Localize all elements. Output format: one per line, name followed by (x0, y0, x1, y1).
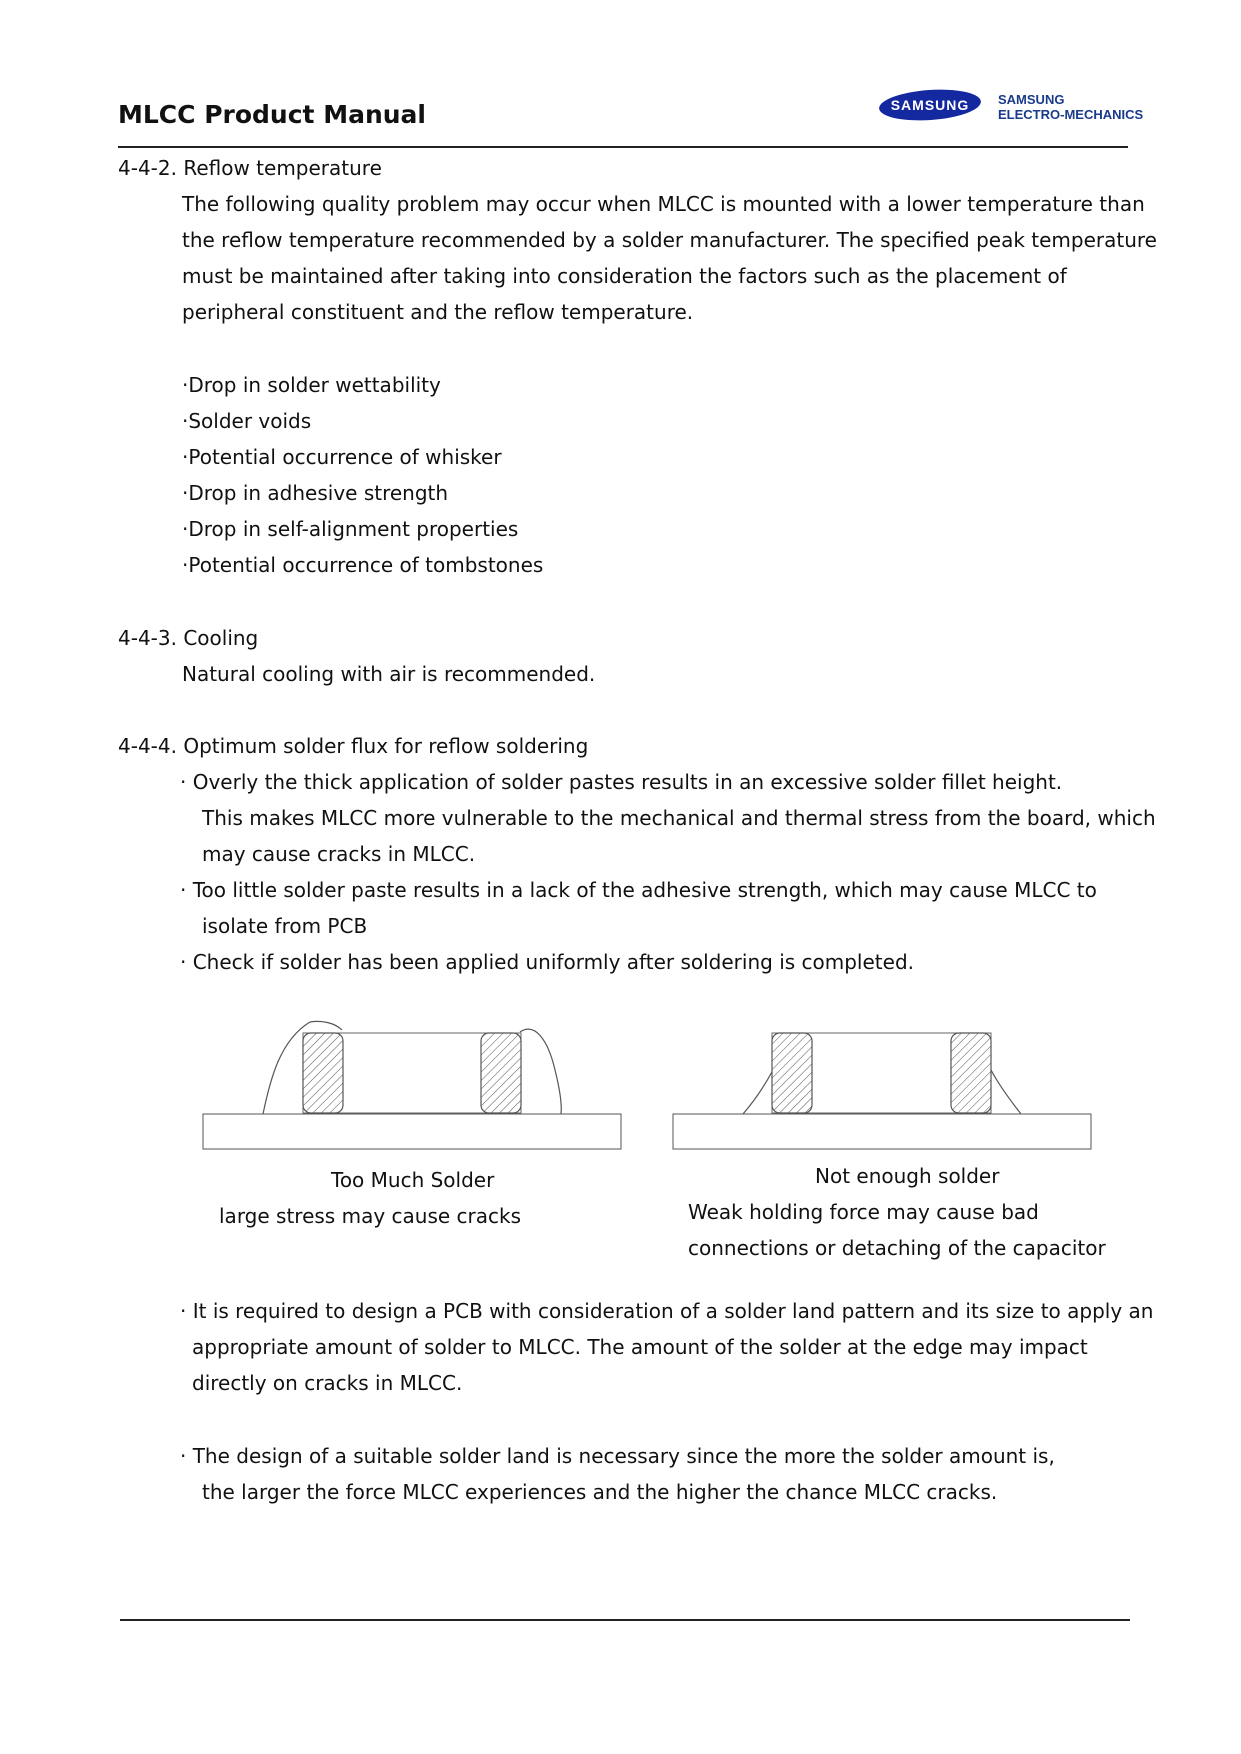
solder-fillet-left-b (520, 1029, 561, 1114)
pcb-board-left (203, 1114, 621, 1149)
bullet-item: ·Drop in solder wettability (182, 373, 441, 397)
not-enough-solder-diagram (673, 1033, 1091, 1149)
terminal-right-a (772, 1033, 812, 1113)
design-note-line: the larger the force MLCC experiences and the higher the chance MLCC cracks. (202, 1480, 998, 1504)
bullet-item: ·Drop in self-alignment properties (182, 517, 519, 541)
section-443-heading: 4-4-3. Cooling (118, 626, 259, 650)
figure-caption-right-desc-1: Weak holding force may cause bad (688, 1200, 1039, 1224)
design-note-line: · It is required to design a PCB with consideration of a solder land pattern and its size to apply an (180, 1299, 1154, 1323)
figure-caption-right-desc-2: connections or detaching of the capacitor (688, 1236, 1106, 1260)
section-444-line: · Overly the thick application of solder pastes results in an excessive solder fillet height. (180, 770, 1063, 794)
solder-fillet-right-b (991, 1070, 1021, 1114)
solder-fillet-right-a (743, 1070, 773, 1114)
pcb-board-right (673, 1114, 1091, 1149)
section-442-heading: 4-4-2. Reflow temperature (118, 156, 382, 180)
section-444-line: · Too little solder paste results in a lack of the adhesive strength, which may cause MLCC to (180, 878, 1097, 902)
brand-line-1: SAMSUNG (998, 92, 1065, 107)
section-444-line: may cause cracks in MLCC. (202, 842, 476, 866)
bullet-item: ·Solder voids (182, 409, 312, 433)
section-442-para-line: peripheral constituent and the reflow temperature. (182, 300, 694, 324)
figure-caption-left-desc: large stress may cause cracks (219, 1204, 522, 1228)
bullet-item: ·Drop in adhesive strength (182, 481, 449, 505)
terminal-right-b (951, 1033, 991, 1113)
page-title: MLCC Product Manual (118, 100, 426, 129)
section-444-line: isolate from PCB (202, 914, 368, 938)
design-note-line: directly on cracks in MLCC. (192, 1371, 463, 1395)
section-442-para-line: the reflow temperature recommended by a solder manufacturer. The specified peak temperature (182, 228, 1157, 252)
design-note-line: · The design of a suitable solder land is necessary since the more the solder amount is, (180, 1444, 1055, 1468)
section-443-text: Natural cooling with air is recommended. (182, 662, 596, 686)
section-444-line: · Check if solder has been applied uniformly after soldering is completed. (180, 950, 914, 974)
figure-caption-left-title: Too Much Solder (331, 1168, 495, 1192)
bullet-item: ·Potential occurrence of whisker (182, 445, 502, 469)
bullet-item: ·Potential occurrence of tombstones (182, 553, 544, 577)
logo-oval-text: SAMSUNG (890, 97, 970, 113)
footer-divider (120, 1619, 1130, 1621)
design-note-line: appropriate amount of solder to MLCC. The amount of the solder at the edge may impact (192, 1335, 1088, 1359)
section-444-heading: 4-4-4. Optimum solder flux for reflow soldering (118, 734, 589, 758)
section-442-para-line: must be maintained after taking into consideration the factors such as the placement of (182, 264, 1067, 288)
brand-line-2: ELECTRO-MECHANICS (998, 107, 1144, 122)
terminal-left-b (481, 1033, 521, 1113)
figure-caption-right-title: Not enough solder (815, 1164, 1000, 1188)
section-442-para-line: The following quality problem may occur when MLCC is mounted with a lower temperature than (182, 192, 1145, 216)
terminal-left-a (303, 1033, 343, 1113)
too-much-solder-diagram (203, 1021, 621, 1149)
section-444-line: This makes MLCC more vulnerable to the mechanical and thermal stress from the board, which (202, 806, 1156, 830)
